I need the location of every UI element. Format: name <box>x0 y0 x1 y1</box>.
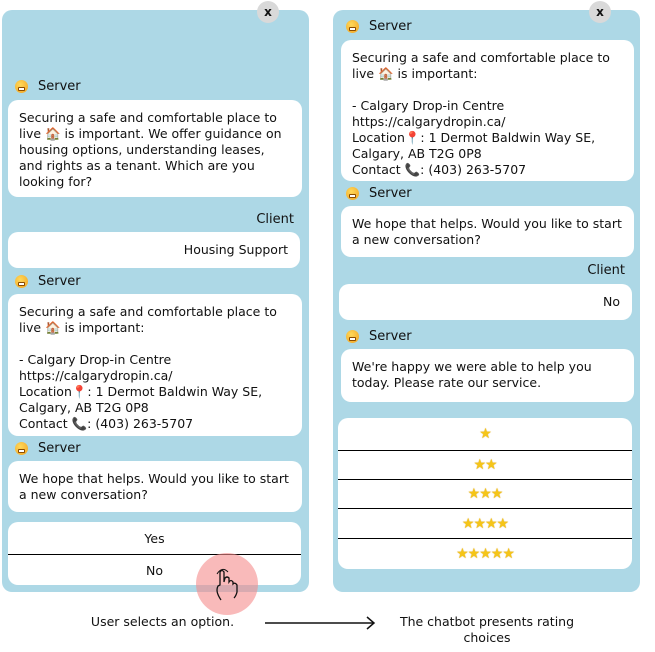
chat-window-after <box>333 5 640 592</box>
hand-pointer-icon <box>212 566 242 602</box>
smiley-icon <box>346 20 359 33</box>
server-label: Server <box>15 274 81 289</box>
chat-window-before <box>2 5 309 592</box>
server-message: Securing a safe and comfortable place to live 🏠 is important: - Calgary Drop-in Centre https://calgarydropin.ca/ Location📍: 1 Dermot Baldwin Way SE, Calgary, AB T2G 0P8 Contact 📞: (403) 263-5707 <box>8 294 302 436</box>
tap-indicator <box>196 553 258 615</box>
arrow-right-icon <box>264 616 376 630</box>
server-label: Server <box>346 19 412 34</box>
close-button[interactable]: x <box>257 1 279 23</box>
server-label: Server <box>346 329 412 344</box>
option-no[interactable]: No <box>8 554 301 585</box>
rating-3-stars[interactable]: ★★★ <box>338 479 632 508</box>
server-message: Securing a safe and comfortable place to live 🏠 is important. We offer guidance on housing options, understanding leases, and rights as a tenant. Which are you looking for? <box>8 100 302 197</box>
rating-2-stars[interactable]: ★★ <box>338 450 632 479</box>
server-message: We hope that helps. Would you like to start a new conversation? <box>341 206 634 257</box>
server-label: Server <box>15 441 81 456</box>
rating-5-stars[interactable]: ★★★★★ <box>338 538 632 569</box>
smiley-icon <box>346 187 359 200</box>
server-label: Server <box>15 79 81 94</box>
caption-right: The chatbot presents rating choices <box>399 614 575 645</box>
server-label: Server <box>346 186 412 201</box>
caption-left: User selects an option. <box>90 614 235 629</box>
smiley-icon <box>15 80 28 93</box>
client-label: Client <box>587 263 625 278</box>
server-message: We hope that helps. Would you like to start a new conversation? <box>8 461 302 512</box>
client-label: Client <box>256 212 294 227</box>
smiley-icon <box>15 442 28 455</box>
server-message: Securing a safe and comfortable place to live 🏠 is important: - Calgary Drop-in Centre https://calgarydropin.ca/ Location📍: 1 Dermot Baldwin Way SE, Calgary, AB T2G 0P8 Contact 📞: (403) 263-5707 <box>341 40 634 181</box>
smiley-icon <box>346 330 359 343</box>
smiley-icon <box>15 275 28 288</box>
option-yes[interactable]: Yes <box>144 530 165 546</box>
rating-1-star[interactable]: ★ <box>479 426 491 442</box>
server-message: We're happy we were able to help you today. Please rate our service. <box>341 349 634 402</box>
close-button[interactable]: x <box>589 1 611 23</box>
client-message: Housing Support <box>8 232 300 268</box>
client-message: No <box>339 284 632 320</box>
rating-options <box>338 418 632 569</box>
rating-4-stars[interactable]: ★★★★ <box>338 508 632 538</box>
